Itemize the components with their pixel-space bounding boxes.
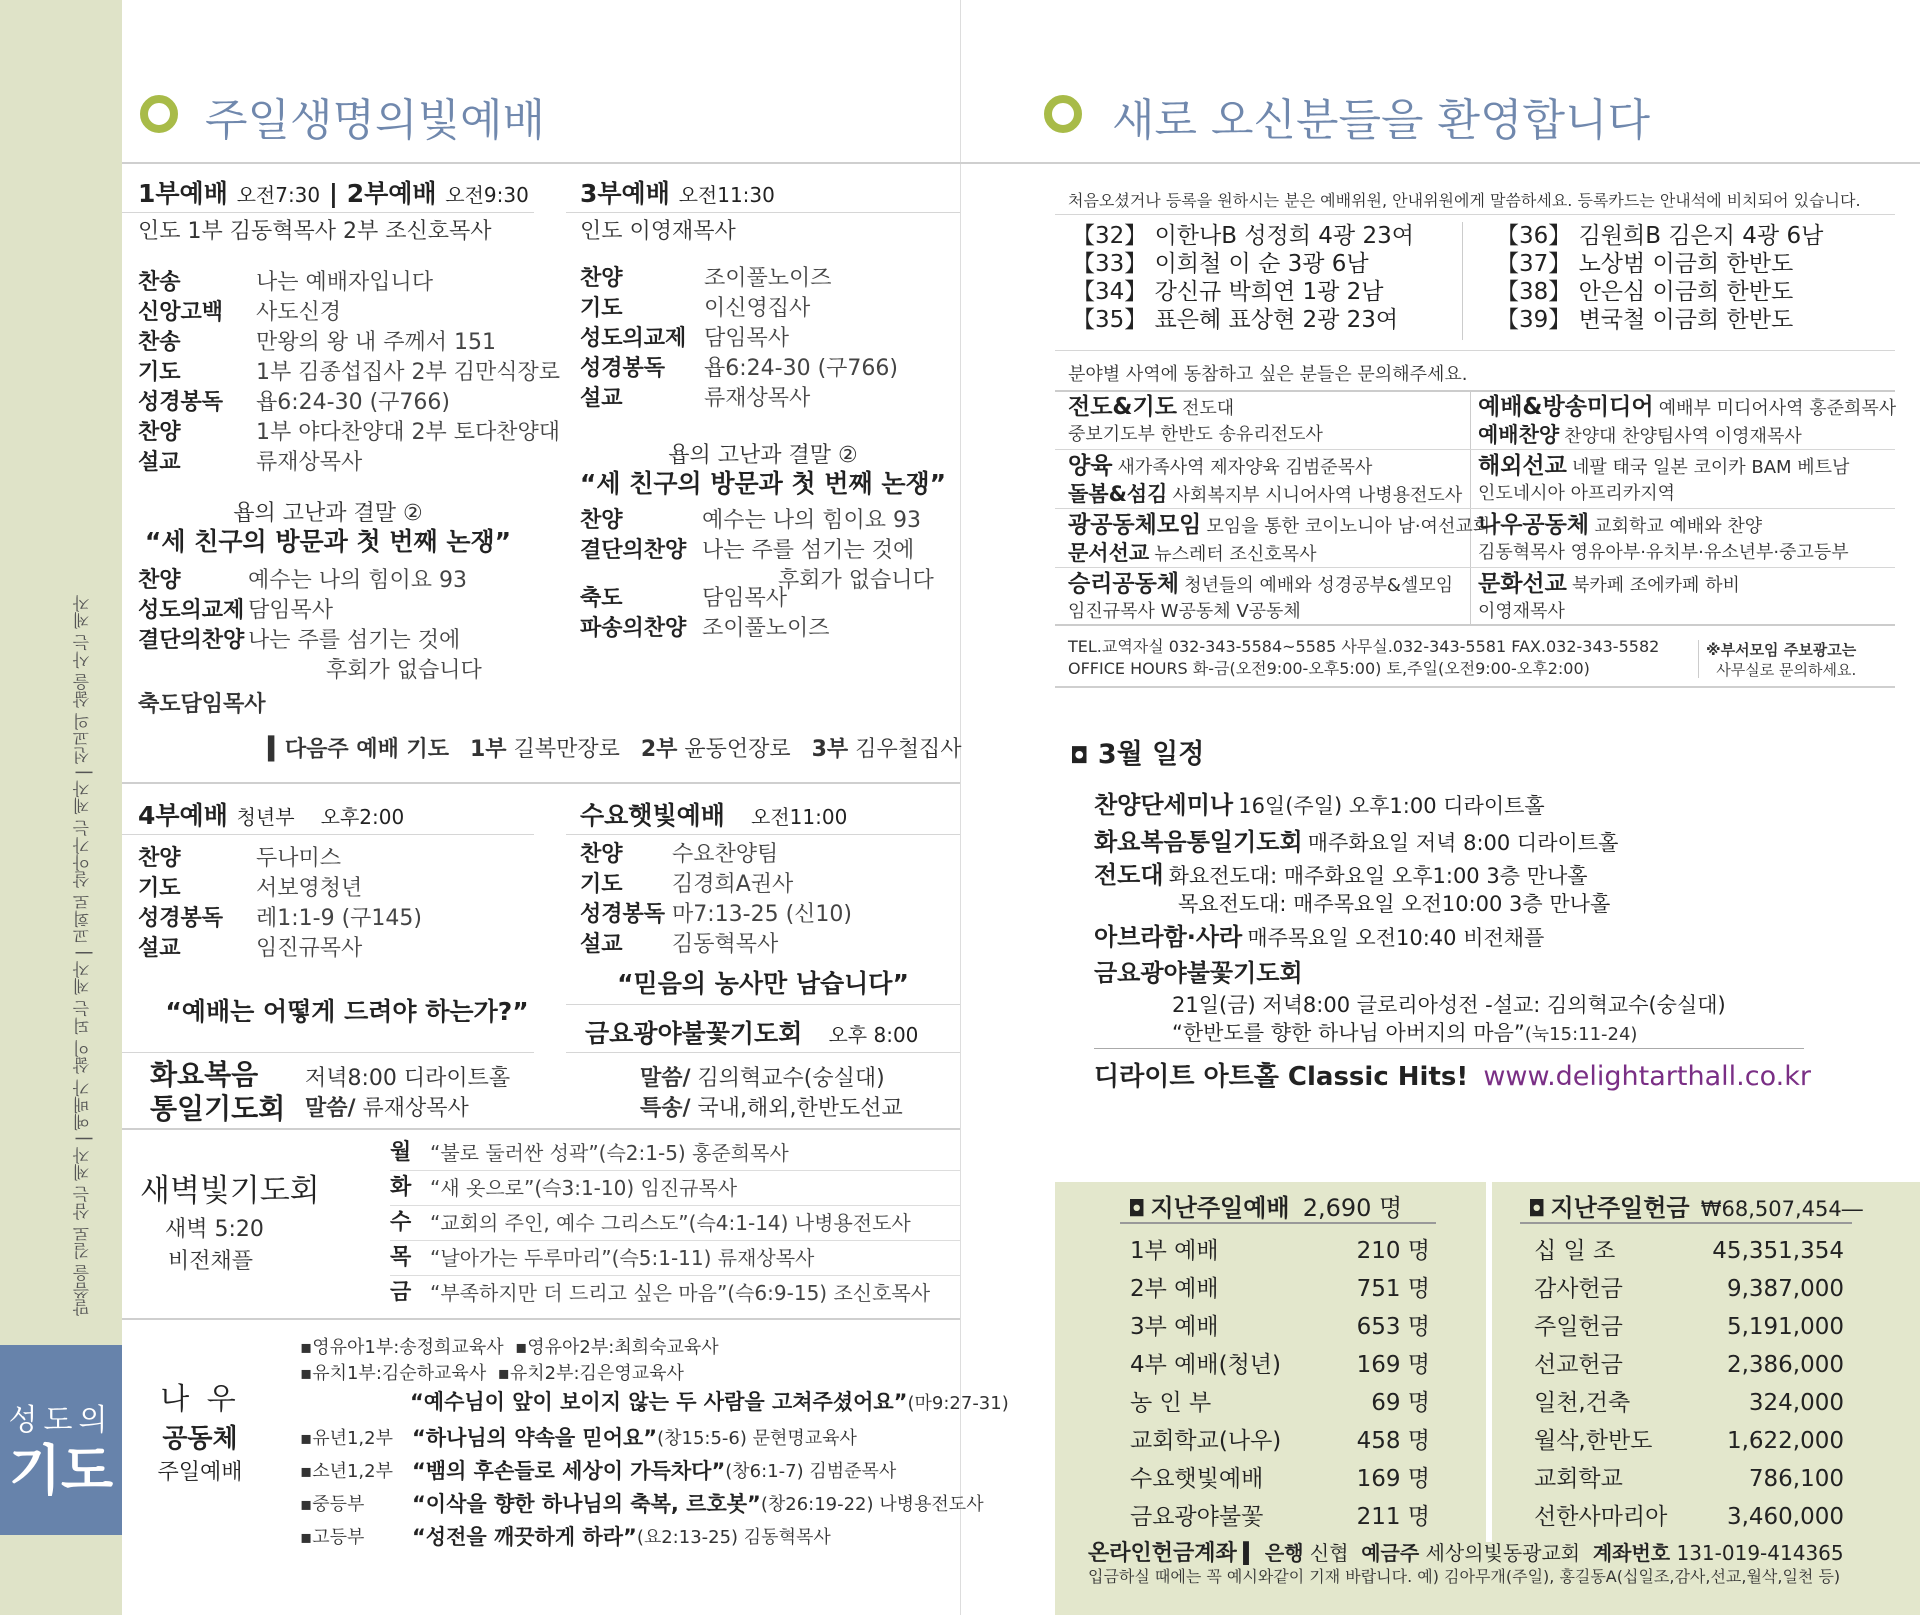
ministry-worship-media: 예배&방송미디어 예배부 미디어사역 홍준희목사 예배찬양 찬양대 찬양팀사역 이영재목사 (1478, 394, 1897, 447)
sermon-title: “세 친구의 방문과 첫 번째 논쟁” (144, 527, 512, 556)
ministry-evangelism: 전도&기도 전도대 중보기도부 한반도 송유리전도사 (1068, 394, 1323, 445)
newcomers-list-right: 【36】 김원희B 김은지 4광 6남 【37】 노상범 이금희 한반도 【38】 안은심 이금희 한반도 【39】 변국철 이금희 한반도 (1496, 223, 1824, 333)
online-account: 온라인헌금계좌 ▍ 은행 신협 예금주 세상의빛동광교회 계좌번호 131-019-414365 (1088, 1541, 1844, 1566)
divider (122, 782, 960, 784)
service-4-order: 찬양 두나미스 기도 서보영청년 성경봉독 레1:1-9 (구145) 설교 임진규목사 (138, 846, 422, 961)
service4-label: 4부예배 (138, 801, 228, 830)
service-1-2-order: 찬송 나는 예배자입니다 신앙고백 사도신경 찬송 만왕의 왕 내 주께서 151 기도 1부 김종섭집사 2부 김만식장로 성경봉독 욥6:24-30 (구766) 찬양 1부 야다찬양대 2부 토다찬양대 설교 류재상목사 (138, 270, 560, 475)
newcomers-list-left: 【32】 이한나B 성정희 4광 23여 【33】 이희철 이 순 3광 6남 【34】 강신규 박희연 1광 2남 【35】 표은혜 표상현 2광 23여 (1072, 223, 1414, 333)
schedule-list: 찬양단세미나 16일(주일) 오후1:00 디라이트홀 화요복음통일기도회 매주화요일 저녁 8:00 디라이트홀 전도대 화요전도대: 매주화요일 오후1:00 3층 만나홀 목요전도대: 매주목요일 오전10:00 3층 만나홀 아브라함·사라 매주목요일 오전10:40 비전채플 금요광야불꽃기도회 21일(금) 저녁8:00 글로리아성전 -설교: 김의혁교수(숭실대) “한반도를 향한 하나님 아버지의 마음”(눅15:11-24) (1094, 791, 1726, 1045)
online-account-note: 입금하실 때에는 꼭 예시와같이 기재 바랍니다. 예) 김아무개(주일), 홍길동A(십일조,감사,선교,월삭,일천 등) (1088, 1567, 1841, 1586)
ministry-nau: 나우공동체 교회학교 예배와 찬양 김동혁목사 영유아부·유치부·유소년부·중고등부 (1478, 512, 1849, 563)
service-4-header: 4부예배 청년부 오후2:00 (138, 801, 405, 830)
divider (960, 162, 1920, 164)
right-section-title: 새로 오신분들을 환영합니다 (1112, 95, 1651, 146)
service2-label: 2부예배 (346, 179, 437, 208)
ministry-overseas-mission: 해외선교 네팔 태국 일본 코이카 BAM 베트남 인도네시아 아프리카지역 (1478, 453, 1850, 504)
left-section-title: 주일생명의빛예배 (205, 95, 546, 146)
service-3-leader: 인도 이영재목사 (580, 219, 736, 244)
next-week-label: 다음주 예배 기도 (284, 737, 450, 762)
art-hall-title: 디라이트 아트홀 Classic Hits! (1094, 1062, 1469, 1092)
divider (566, 1004, 960, 1005)
friday-prayer-title: 금요광야불꽃기도회 (585, 1019, 803, 1048)
service-3-order: 찬양 조이풀노이즈 기도 이신영집사 성도의교제 담임목사 성경봉독 욥6:24-30 (구766) 설교 류재상목사 (580, 266, 898, 411)
divider (1055, 214, 1895, 215)
offering-header: ◘ 지난주일헌금 ₩68,507,454― (1528, 1194, 1863, 1222)
sermon-subtitle: 욥의 고난과 결말 ② (668, 443, 858, 468)
art-hall-link[interactable]: www.delightarthall.co.kr (1483, 1061, 1811, 1092)
divider (122, 212, 534, 213)
service-1-2-order-after: 찬양 예수는 나의 힘이요 93 성도의교제 담임목사 결단의찬양 나는 주를 섬기는 것에 후회가 없습니다 (138, 568, 482, 683)
service3-label: 3부예배 (580, 179, 670, 208)
divider (122, 1318, 960, 1320)
service-1-2-leader: 인도 1부 김동혁목사 2부 조신호목사 (138, 219, 492, 244)
nau-sermon-list: ▪유년1,2부 “하나님의 약속을 믿어요” (창15:5-6) 문현명교육사 ▪소년1,2부 “뱀의 후손들로 세상이 가득차다” (창6:1-7) 김범준목사 ▪중등부 “이삭을 향한 하나님의 축복, 르호봇” (창26:19-22) 나병용전도사 ▪고등부 “성전을 깨끗하게 하라” (요2:13-25) 김동혁목사 (300, 1426, 984, 1549)
divider (1462, 222, 1463, 340)
column-divider (960, 0, 961, 1615)
wednesday-service-header (580, 796, 847, 832)
sermon-subtitle: 욥의 고난과 결말 ② (233, 501, 423, 526)
divider (1055, 686, 1895, 688)
service-3-header (580, 174, 775, 210)
square-bullet-icon: ◘ (1070, 744, 1089, 769)
offering-table: 십 일 조 45,351,354 감사헌금 9,387,000 주일헌금 5,191,000 선교헌금 2,386,000 일천,건축 324,000 월삭,한반도 1,622,000 교회학교 786,100 선한사마리아 3,460,000 (1534, 1238, 1844, 1530)
divider (122, 162, 960, 164)
circle-bullet-icon (140, 95, 178, 133)
next-week-prayer: ▍다음주 예배 기도 1부 길복만장로 2부 윤동언장로 3부 김우철집사 (268, 737, 962, 762)
divider (1055, 350, 1895, 351)
circle-bullet-icon (1044, 95, 1082, 133)
divider (1120, 1222, 1436, 1224)
divider (566, 834, 960, 835)
dawn-prayer-title: 새벽빛기도회 (140, 1173, 320, 1209)
art-hall-promo (1094, 1056, 1811, 1093)
prayer-box (0, 1345, 122, 1535)
wednesday-service-order: 찬양 수요찬양팀 기도 김경희A권사 성경봉독 마7:13-25 (신10) 설교 김동혁목사 (580, 842, 852, 957)
divider (1520, 1222, 1852, 1224)
ministry-culture: 문화선교 북카페 조에카페 하비 이영재목사 (1478, 571, 1740, 622)
nau-teachers: ▪영유아1부:송정희교육사 ▪영유아2부:최희숙교육사 ▪유치1부:김순하교육사 ▪유치2부:김은영교육사 (300, 1337, 719, 1384)
divider (122, 1052, 534, 1053)
service1-time: 오전7:30 (236, 183, 321, 207)
ministry-intro: 분야별 사역에 동참하고 싶은 분들은 문의해주세요. (1068, 364, 1468, 385)
divider (1486, 1182, 1492, 1542)
service-1-2-header: 1부예배 오전7:30 | 2부예배 오전9:30 (138, 179, 529, 208)
schedule-title: ◘ 3월 일정 (1070, 739, 1205, 770)
tuesday-prayer-title: 화요복음 통일기도회 (150, 1058, 286, 1125)
service4-time: 오후2:00 (320, 805, 405, 829)
square-bullet-icon: ◘ (1528, 1197, 1546, 1222)
newcomer-intro: 처음오셨거나 등록을 원하시는 분은 예배위원, 안내위원에게 말씀하세요. 등록카드는 안내석에 비치되어 있습니다. (1068, 191, 1861, 210)
divider (1698, 640, 1699, 678)
kinder-sermon: “예수님이 앞이 보이지 않는 두 사람을 고쳐주셨어요”(마9:27-31) (410, 1390, 1009, 1414)
contact-note: ※부서모임 주보광고는 사무실로 문의하세요. (1706, 641, 1857, 679)
square-bullet-icon: ◘ (1128, 1197, 1146, 1222)
service-3-order-after: 찬양 예수는 나의 힘이요 93 결단의찬양 나는 주를 섬기는 것에 후회가 없습니다 (580, 508, 934, 593)
friday-prayer-detail: 말씀/ 김의혁교수(숭실대) 특송/ 국내,해외,한반도선교 (640, 1066, 903, 1121)
divider (566, 1052, 960, 1053)
dawn-prayer-time: 새벽 5:20 (165, 1217, 264, 1242)
contact-info: TEL.교역자실 032-343-5584~5585 사무실.032-343-5581 FAX.032-343-5582 OFFICE HOURS 화-금(오전9:00-오후5:00) 토,주일(오전9:00-오후2:00) (1068, 637, 1660, 678)
service3-time: 오전11:30 (678, 183, 775, 207)
wednesday-service-label: 수요햇빛예배 (580, 801, 725, 830)
benediction: 축도담임목사 (138, 692, 266, 717)
dawn-prayer-schedule: 월 “불로 둘러싼 성곽”(슥2:1-5) 홍준희목사 화 “새 옷으로”(슥3:1-10) 임진규목사 수 “교회의 주인, 예수 그리스도”(슥4:1-14) 나병용전도사 목 “날아가는 두루마리”(슥5:1-11) 류재상목사 금 “부족하지만 더 드리고 싶은 마음”(슥6:9-15) 조신호목사 (390, 1136, 960, 1310)
prayer-label-small: 성도의 (8, 1403, 114, 1438)
vertical-motto: 말씀을 길로 삼는 제자 | 예배가 삶이 되는 제자 | 교회로 살아가는 제자 | 선교의 삶을 사는 제자 (73, 594, 94, 1316)
sermon-title: “믿음의 농사만 남습니다” (617, 969, 909, 998)
divider (566, 212, 960, 213)
divider (122, 1128, 960, 1130)
nau-community-title: 나 우 공동체 주일예배 (157, 1382, 243, 1485)
service2-time: 오전9:30 (445, 183, 529, 207)
ministry-nurture: 양육 새가족사역 제자양육 김범준목사 돌봄&섬김 사회복지부 시니어사역 나병용전도사 (1068, 453, 1463, 506)
tuesday-prayer-detail: 저녁8:00 디라이트홀 말씀/ 류재상목사 (305, 1066, 511, 1121)
ministry-victory: 승리공동체 청년들의 예배와 성경공부&셀모임 임진규목사 W공동체 V공동체 (1068, 571, 1454, 622)
friday-prayer-time: 오후 8:00 (828, 1023, 919, 1047)
ministry-community: 광공동체모임 모임을 통한 코이노니아 남·여선교회 문서선교 뉴스레터 조신호목사 (1068, 512, 1491, 565)
service-3-closing: 축도 담임목사 파송의찬양 조이풀노이즈 (580, 586, 830, 641)
attendance-header: ◘ 지난주일예배 2,690 명 (1128, 1194, 1403, 1222)
divider (1094, 1048, 1804, 1049)
attendance-table: 1부 예배 210 명 2부 예배 751 명 3부 예배 653 명 4부 예배(청년) 169 명 농 인 부 69 명 교회학교(나우) 458 명 수요햇빛예배 169 명 금요광야불꽃 211 명 (1130, 1238, 1430, 1530)
service1-label: 1부예배 (138, 179, 228, 208)
dawn-prayer-place: 비전채플 (168, 1249, 254, 1274)
prayer-label-big: 기도 (8, 1439, 114, 1502)
sermon-title: “예배는 어떻게 드려야 하는가?” (165, 997, 529, 1026)
divider (122, 834, 534, 835)
wednesday-service-time: 오전11:00 (751, 805, 848, 829)
sermon-title: “세 친구의 방문과 첫 번째 논쟁” (579, 469, 947, 498)
friday-prayer-header (585, 1014, 918, 1050)
